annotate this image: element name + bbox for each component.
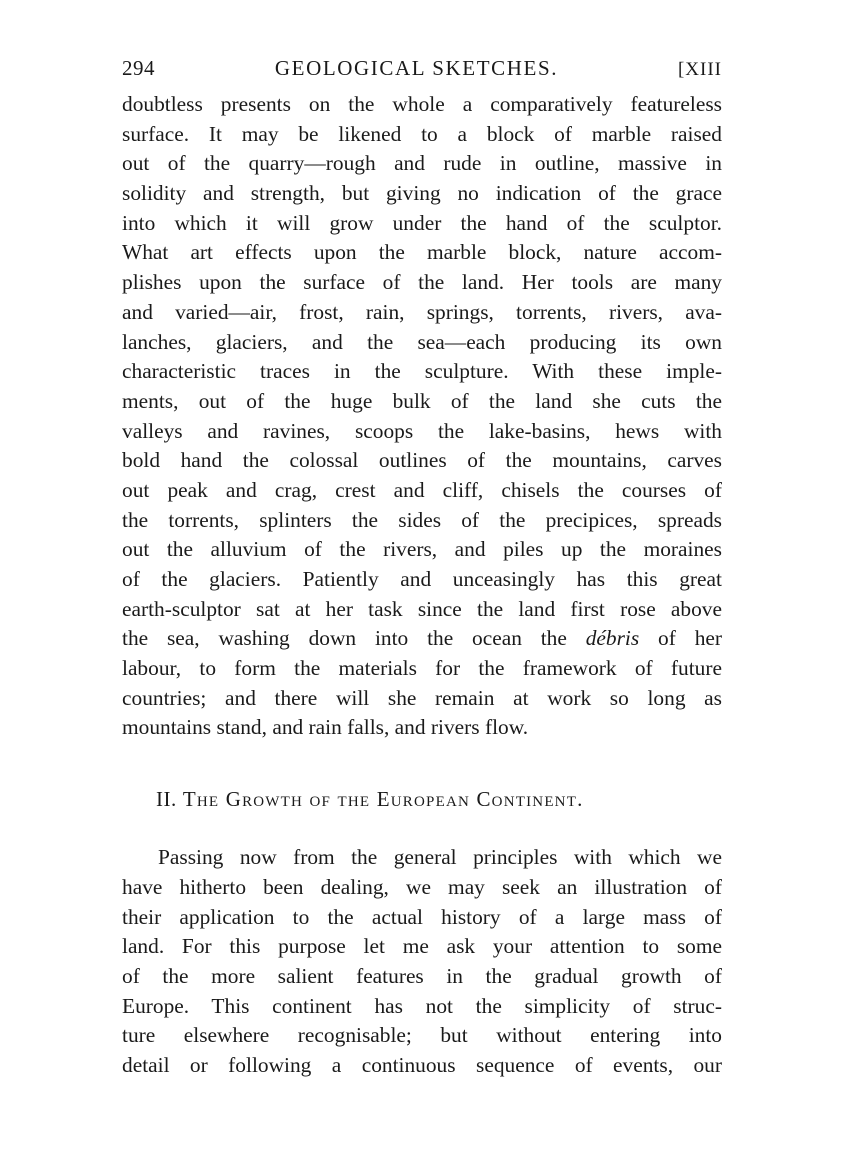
text-line: lanches, glaciers, and the sea—each producing its own: [122, 329, 722, 354]
text-line: ments, out of the huge bulk of the land she cuts the: [122, 388, 722, 413]
text-line: bold hand the colossal outlines of the mountains, carves: [122, 448, 722, 473]
text-line: into which it will grow under the hand of the sculptor.: [122, 210, 722, 235]
text-line: Europe. This continent has not the simplicity of struc-: [122, 993, 722, 1018]
text-line: out the alluvium of the rivers, and piles up the moraines: [122, 537, 722, 562]
text-line: labour, to form the materials for the framework of future: [122, 656, 722, 681]
book-page: [122, 56, 722, 1081]
paragraph-europe: [122, 843, 722, 1081]
text-line: out of the quarry—rough and rude in outline, massive in: [122, 151, 722, 176]
text-line: ture elsewhere recognisable; but without entering into: [122, 1023, 722, 1048]
text-line: out peak and crag, crest and cliff, chisels the courses of: [122, 477, 722, 502]
text-line: land. For this purpose let me ask your attention to some: [122, 934, 722, 959]
text-line: doubtless presents on the whole a comparatively featureless: [122, 92, 722, 116]
text-line: valleys and ravines, scoops the lake-basins, hews with: [122, 418, 722, 443]
text-line: solidity and strength, but giving no indication of the grace: [122, 181, 722, 206]
text-line: countries; and there will she remain at work so long as: [122, 685, 722, 710]
text-line: characteristic traces in the sculpture. With these imple-: [122, 359, 722, 384]
section-title: The Growth of the European Continent.: [182, 787, 584, 812]
text-line-with-italic: [122, 624, 722, 654]
italic-word: débris: [585, 626, 640, 651]
section-heading: [156, 787, 722, 817]
running-title: GEOLOGICAL SKETCHES.: [274, 56, 559, 80]
running-header: [122, 56, 722, 90]
text-line: have hitherto been dealing, we may seek an illustration of: [122, 874, 722, 899]
text-line: of the more salient features in the gradual growth of: [122, 963, 722, 988]
chapter-marker: [XIII: [677, 59, 722, 80]
text-line: mountains stand, and rain falls, and rivers flow.: [122, 715, 529, 740]
page-number: 294: [122, 56, 155, 80]
section-number: II.: [156, 787, 177, 812]
paragraph-sculpture: [122, 90, 722, 743]
text-line: surface. It may be likened to a block of marble raised: [122, 121, 722, 146]
text-fragment: of her: [639, 626, 723, 651]
text-fragment: the sea, washing down into the ocean the: [122, 626, 586, 651]
text-line: earth-sculptor sat at her task since the land first rose above: [122, 596, 722, 621]
text-line: of the glaciers. Patiently and unceasingly has this great: [122, 567, 722, 591]
text-line: Passing now from the general principles with which we: [158, 845, 722, 870]
text-line: their application to the actual history of a large mass of: [122, 904, 722, 929]
text-line: detail or following a continuous sequence of events, our: [122, 1052, 722, 1077]
text-line: What art effects upon the marble block, nature accom-: [122, 240, 722, 265]
text-line: plishes upon the surface of the land. Her tools are many: [122, 270, 722, 295]
text-line: the torrents, splinters the sides of the precipices, spreads: [122, 507, 722, 532]
text-line: and varied—air, frost, rain, springs, torrents, rivers, ava-: [122, 299, 722, 324]
